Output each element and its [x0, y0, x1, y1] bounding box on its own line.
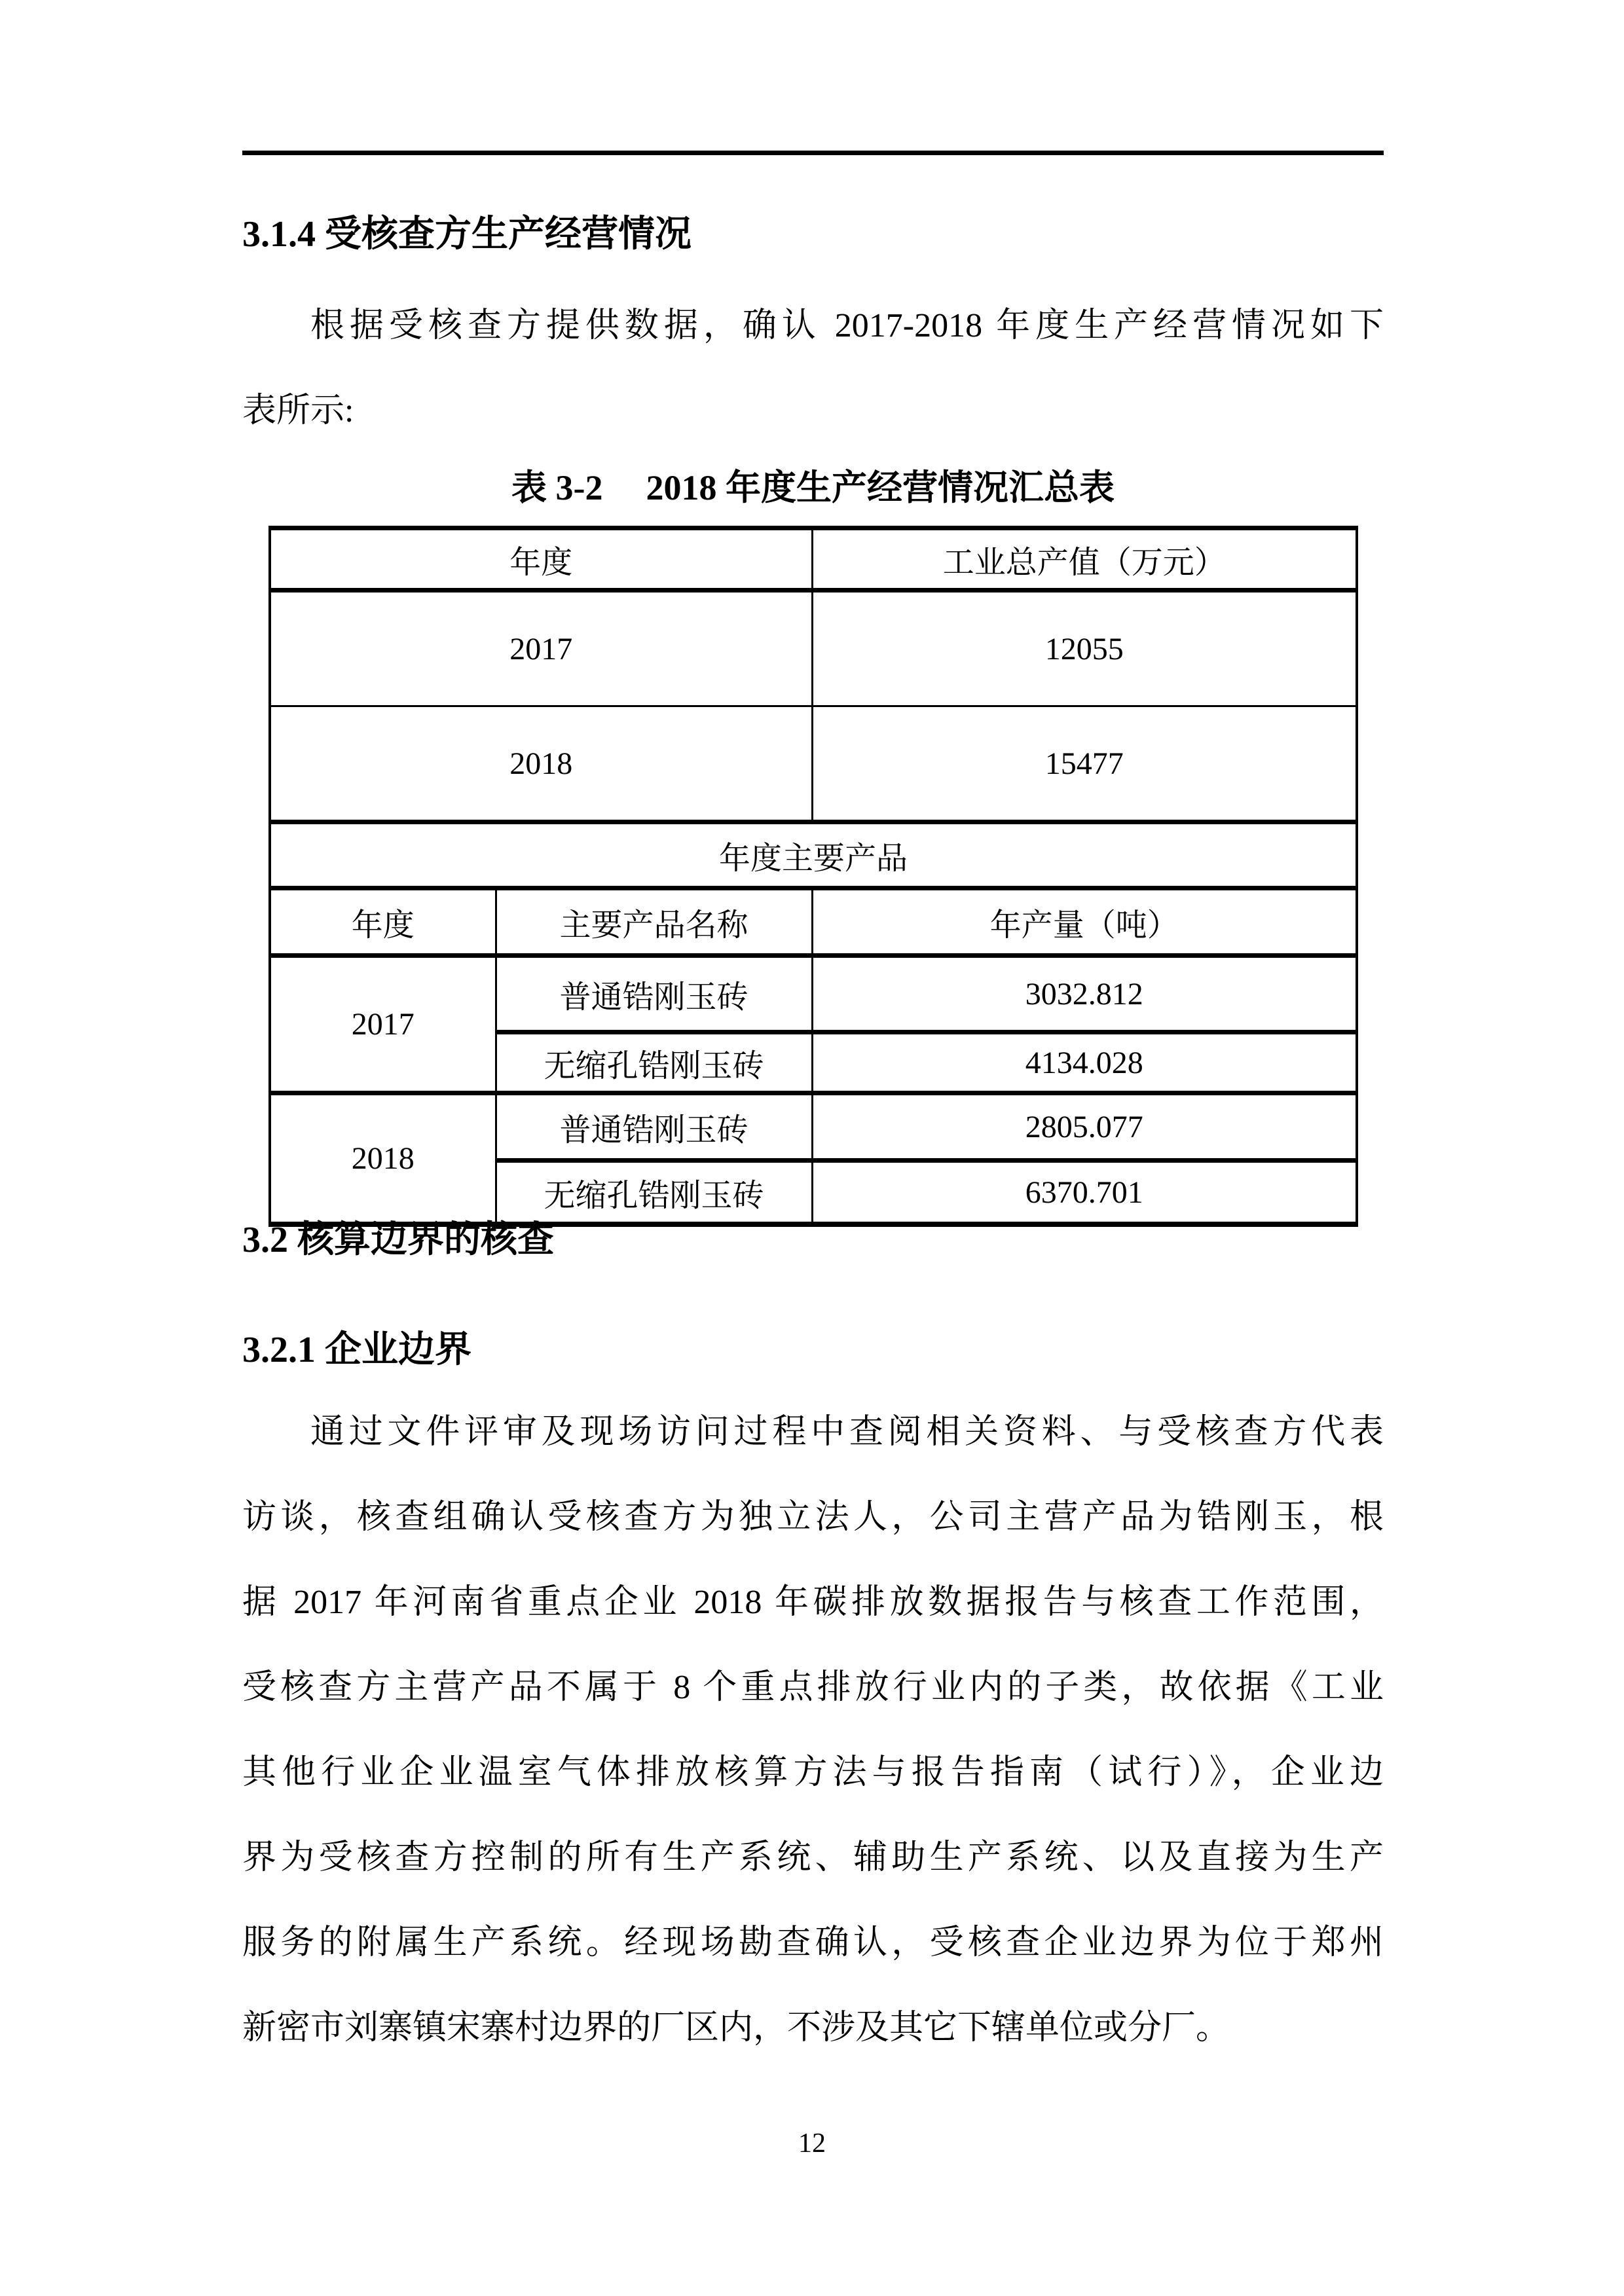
page-number: 12 — [798, 2128, 826, 2159]
boundary-paragraph — [242, 1390, 1384, 2071]
cell-product-name: 普通锆刚玉砖 — [496, 1093, 812, 1161]
table-caption-label: 表 3-2 — [511, 468, 603, 507]
paragraph-line: 其他行业企业温室气体排放核算方法与报告指南（试行）》，企业边 — [242, 1754, 1384, 1791]
table-caption — [242, 467, 1384, 509]
paragraph-line: 通过文件评审及现场访问过程中查阅相关资料、与受核查方代表 — [310, 1413, 1384, 1451]
heading-3-1-4: 3.1.4 受核查方生产经营情况 — [242, 214, 692, 255]
cell-product-qty: 3032.812 — [812, 956, 1357, 1032]
paragraph-line: 根据受核查方提供数据，确认 2017-2018 年度生产经营情况如下 — [310, 307, 1384, 344]
cell-output-value: 15477 — [812, 706, 1357, 822]
cell-output-value: 12055 — [812, 591, 1357, 706]
table-row-2017-product-1 — [270, 956, 1357, 1032]
production-summary-table — [268, 526, 1358, 1227]
cell-band-title: 年度主要产品 — [270, 822, 1357, 888]
cell-product-qty: 4134.028 — [812, 1032, 1357, 1093]
cell-year: 2017 — [270, 591, 812, 706]
table-row-2018-output — [270, 706, 1357, 822]
header-cell-product-name: 主要产品名称 — [496, 888, 812, 956]
table-row-2018-product-1 — [270, 1093, 1357, 1161]
cell-year: 2018 — [270, 706, 812, 822]
header-cell-year: 年度 — [270, 528, 812, 591]
table-row-header-products — [270, 888, 1357, 956]
paragraph-line: 界为受核查方控制的所有生产系统、辅助生产系统、以及直接为生产 — [242, 1839, 1384, 1876]
table-row-band — [270, 822, 1357, 888]
cell-product-qty: 6370.701 — [812, 1161, 1357, 1225]
cell-year-group: 2017 — [270, 956, 496, 1093]
paragraph-line: 表所示: — [242, 392, 354, 429]
table-row-2017-output — [270, 591, 1357, 706]
paragraph-line: 新密市刘寨镇宋寨村边界的厂区内，不涉及其它下辖单位或分厂。 — [242, 2009, 1230, 2047]
header-cell-annual-qty: 年产量（吨） — [812, 888, 1357, 956]
table-caption-title: 2018 年度生产经营情况汇总表 — [646, 468, 1115, 507]
heading-3-2-1: 3.2.1 企业边界 — [242, 1330, 471, 1370]
cell-product-qty: 2805.077 — [812, 1093, 1357, 1161]
cell-product-name: 普通锆刚玉砖 — [496, 956, 812, 1032]
header-rule — [242, 151, 1384, 155]
paragraph-line: 访谈，核查组确认受核查方为独立法人，公司主营产品为锆刚玉，根 — [242, 1499, 1384, 1536]
paragraph-line: 服务的附属生产系统。经现场勘查确认，受核查企业边界为位于郑州 — [242, 1924, 1384, 1961]
heading-3-2: 3.2 核算边界的核查 — [242, 1220, 554, 1260]
paragraph-line: 受核查方主营产品不属于 8 个重点排放行业内的子类，故依据《工业 — [242, 1669, 1384, 1706]
header-cell-year: 年度 — [270, 888, 496, 956]
cell-product-name: 无缩孔锆刚玉砖 — [496, 1161, 812, 1225]
paragraph-line: 据 2017 年河南省重点企业 2018 年碳排放数据报告与核查工作范围， — [242, 1584, 1384, 1621]
cell-product-name: 无缩孔锆刚玉砖 — [496, 1032, 812, 1093]
table-row-header-year-output — [270, 528, 1357, 591]
cell-year-group: 2018 — [270, 1093, 496, 1225]
header-cell-output-value: 工业总产值（万元） — [812, 528, 1357, 591]
